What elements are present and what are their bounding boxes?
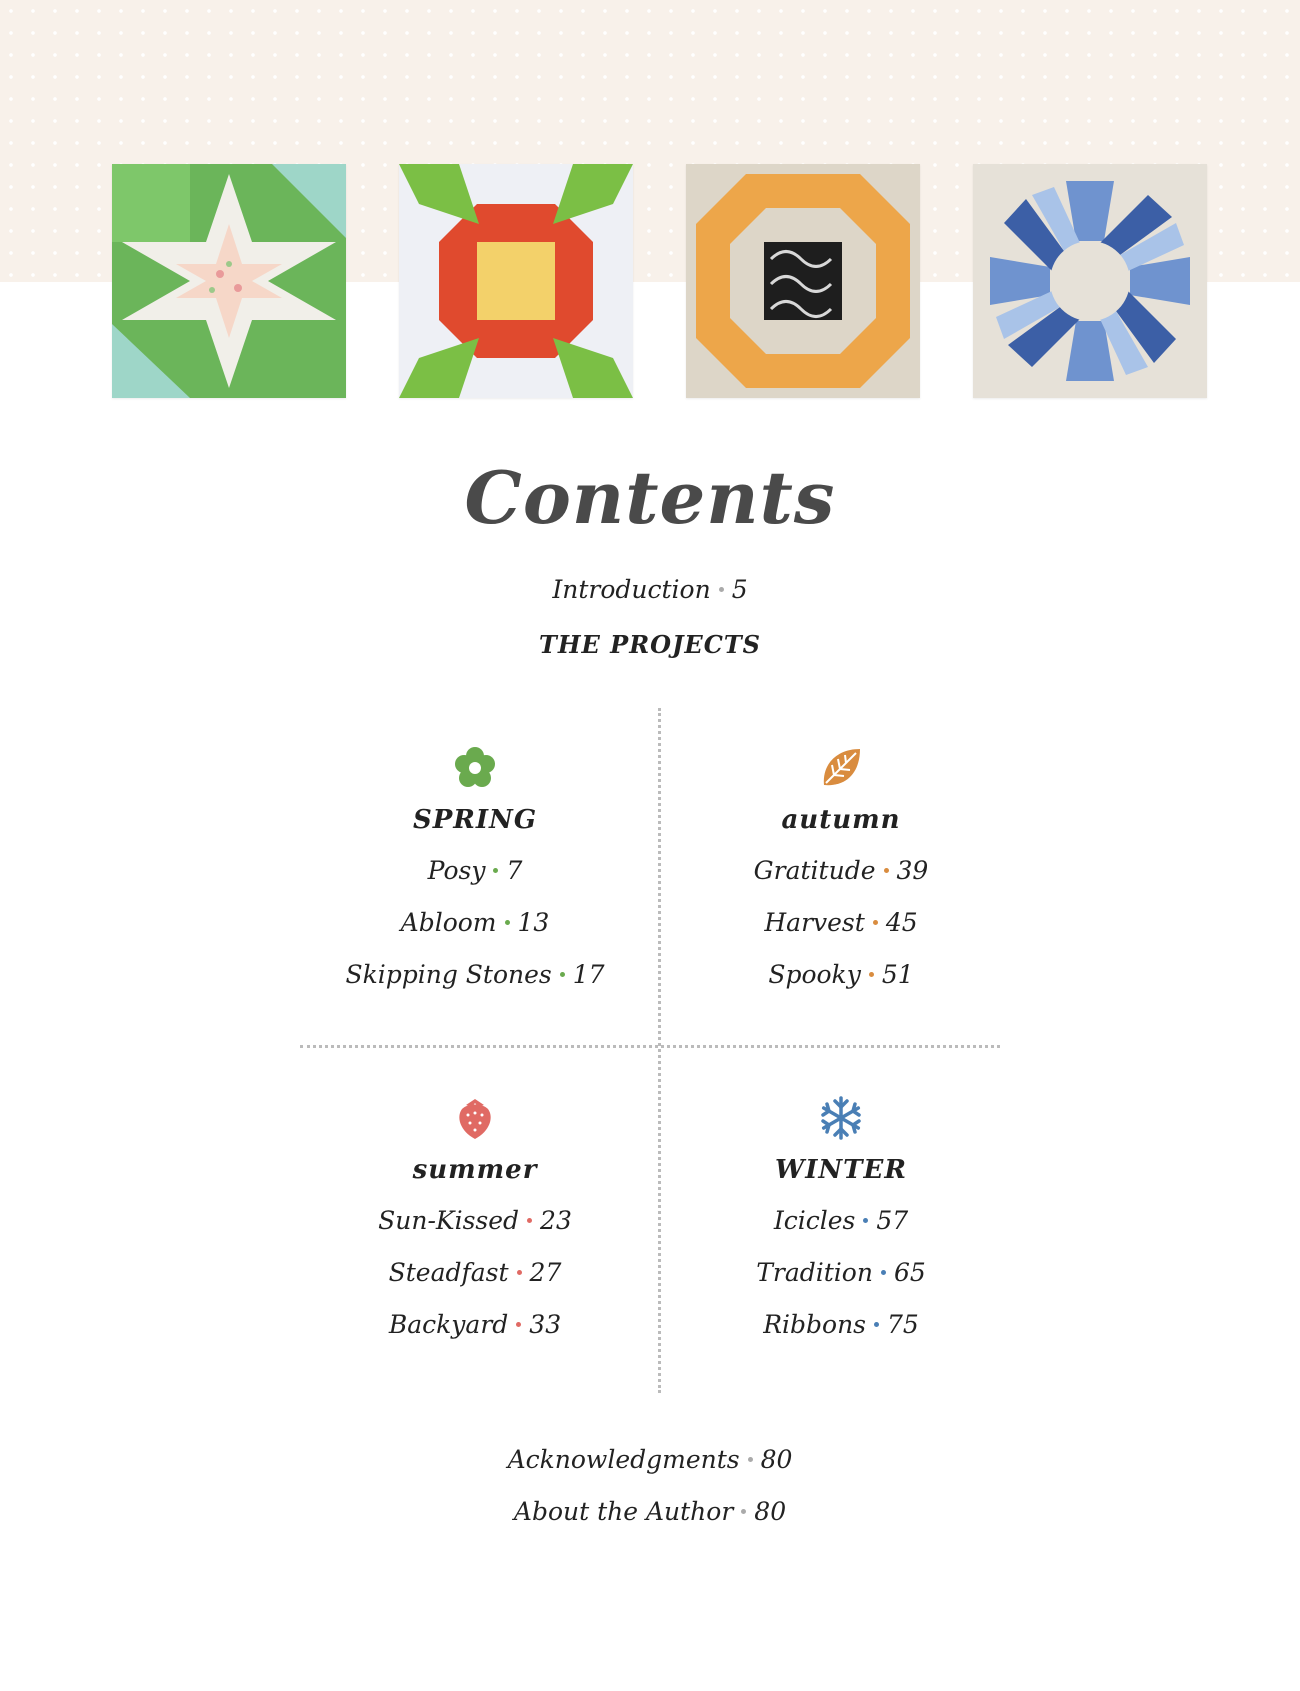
entry-page: 65 [893, 1258, 926, 1287]
quilt-block-flower-image [399, 164, 633, 398]
entry-label: Icicles [773, 1206, 856, 1235]
toc-entry[interactable] [305, 1299, 645, 1351]
separator-dot [516, 1322, 521, 1327]
entry-label: Tradition [756, 1258, 873, 1287]
entry-page: 51 [881, 960, 914, 989]
toc-entry[interactable] [671, 949, 1011, 1001]
entry-label: Introduction [552, 575, 711, 604]
entry-label: Skipping Stones [345, 960, 552, 989]
entry-page: 33 [529, 1310, 562, 1339]
separator-dot [741, 1509, 746, 1514]
separator-dot [527, 1218, 532, 1223]
separator-dot [505, 920, 510, 925]
entry-page: 80 [760, 1445, 793, 1474]
entry-label: Ribbons [763, 1310, 866, 1339]
entry-label: Abloom [400, 908, 497, 937]
entry-page: 57 [876, 1206, 909, 1235]
season-name: SPRING [412, 805, 538, 835]
toc-entry[interactable] [671, 897, 1011, 949]
season-name: autumn [781, 805, 901, 835]
entry-label: Posy [427, 856, 486, 885]
quilt-block-ring-image [686, 164, 920, 398]
entry-page: 13 [517, 908, 550, 937]
separator-dot [881, 1270, 886, 1275]
toc-entry-introduction[interactable] [0, 575, 1300, 604]
toc-entry[interactable] [671, 1195, 1011, 1247]
entry-page: 75 [887, 1310, 919, 1339]
quilt-block-dresden-image [973, 164, 1207, 398]
entry-label: Harvest [764, 908, 865, 937]
entry-page: 7 [506, 856, 523, 885]
toc-entry[interactable] [305, 1247, 645, 1299]
toc-entry[interactable] [305, 949, 645, 1001]
section-heading-projects: THE PROJECTS [538, 630, 762, 659]
entry-page: 45 [885, 908, 918, 937]
strawberry-icon [452, 1095, 498, 1141]
entry-label: Spooky [768, 960, 861, 989]
toc-entry[interactable] [671, 1247, 1011, 1299]
toc-entry[interactable] [305, 1195, 645, 1247]
separator-dot [869, 972, 874, 977]
season-name: WINTER [775, 1155, 907, 1185]
separator-dot [874, 1322, 879, 1327]
separator-dot [493, 868, 498, 873]
entry-page: 80 [754, 1497, 787, 1526]
vertical-divider [658, 708, 661, 1393]
season-name: summer [412, 1155, 538, 1185]
season-summer [305, 1095, 645, 1351]
snowflake-icon [818, 1095, 864, 1141]
season-autumn [671, 745, 1011, 1001]
entry-page: 39 [896, 856, 929, 885]
season-spring [305, 745, 645, 1001]
flower-icon [452, 745, 498, 791]
entry-label: Backyard [388, 1310, 509, 1339]
separator-dot [719, 587, 724, 592]
page-title: Contents [464, 455, 836, 540]
horizontal-divider [300, 1045, 1000, 1048]
entry-label: About the Author [513, 1497, 734, 1526]
entry-page: 5 [731, 575, 748, 604]
toc-entry[interactable] [305, 897, 645, 949]
toc-entry-about-author[interactable] [0, 1497, 1300, 1526]
toc-entry-acknowledgments[interactable] [0, 1445, 1300, 1474]
entry-page: 23 [540, 1206, 572, 1235]
separator-dot [748, 1457, 753, 1462]
separator-dot [873, 920, 878, 925]
entry-label: Gratitude [753, 856, 876, 885]
quilt-block-star-image [112, 164, 346, 398]
entry-page: 17 [572, 960, 605, 989]
entry-page: 27 [529, 1258, 562, 1287]
separator-dot [884, 868, 889, 873]
leaf-icon [818, 745, 864, 791]
separator-dot [863, 1218, 868, 1223]
toc-entry[interactable] [671, 845, 1011, 897]
separator-dot [560, 972, 565, 977]
separator-dot [517, 1270, 522, 1275]
entry-label: Steadfast [388, 1258, 509, 1287]
entry-label: Acknowledgments [507, 1445, 740, 1474]
toc-entry[interactable] [305, 845, 645, 897]
season-winter [671, 1095, 1011, 1351]
entry-label: Sun-Kissed [378, 1206, 520, 1235]
toc-entry[interactable] [671, 1299, 1011, 1351]
